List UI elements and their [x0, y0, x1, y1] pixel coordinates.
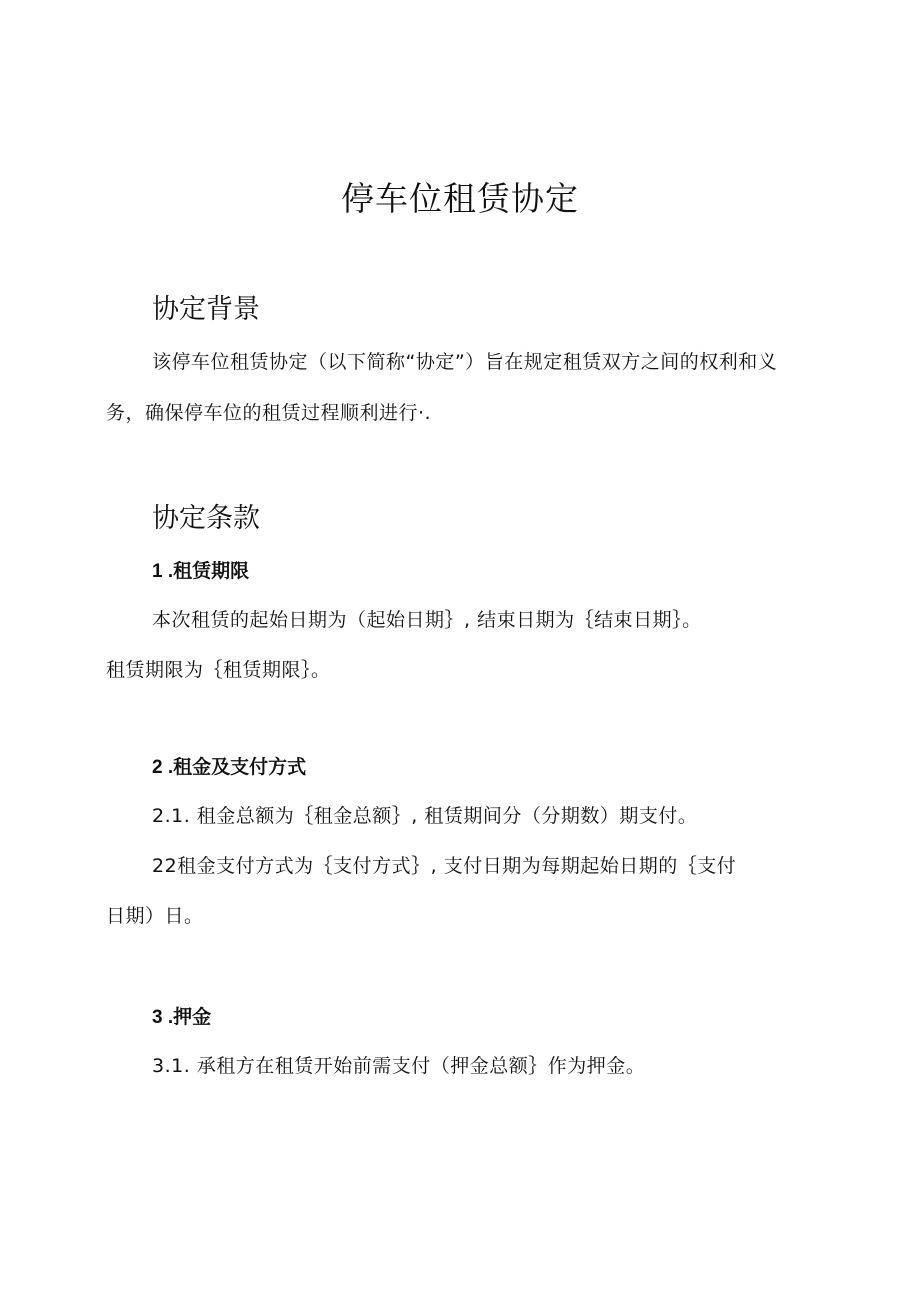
background-paragraph: 该停车位租赁协定（以下简称“协定”）旨在规定租赁双方之间的权利和义务，确保停车位的租赁过程顺利进行·. — [106, 351, 778, 424]
clause-1-heading: 1 .租赁期限 — [152, 561, 250, 582]
clause-1-line-1: 本次租赁的起始日期为（起始日期｝, 结束日期为｛结束日期｝。 — [152, 609, 702, 631]
clause-2-item-2-line-2: 日期）日。 — [106, 905, 204, 927]
document-title: 停车位租赁协定 — [341, 179, 579, 218]
clause-2-heading: 2 .租金及支付方式 — [152, 757, 307, 778]
clause-1-line-2: 租赁期限为｛租赁期限｝。 — [106, 659, 331, 681]
clause-2-item-2-line-1: 22租金支付方式为｛支付方式｝, 支付日期为每期起始日期的｛支付 — [152, 855, 737, 877]
clause-3-item-1: 3.1. 承租方在租赁开始前需支付（押金总额｝作为押金。 — [152, 1055, 646, 1077]
clause-3-heading: 3 .押金 — [152, 1007, 212, 1028]
terms-heading: 协定条款 — [152, 503, 260, 534]
background-heading: 协定背景 — [152, 294, 260, 325]
clause-2-item-1: 2.1. 租金总额为｛租金总额｝, 租赁期间分（分期数）期支付。 — [152, 805, 698, 827]
